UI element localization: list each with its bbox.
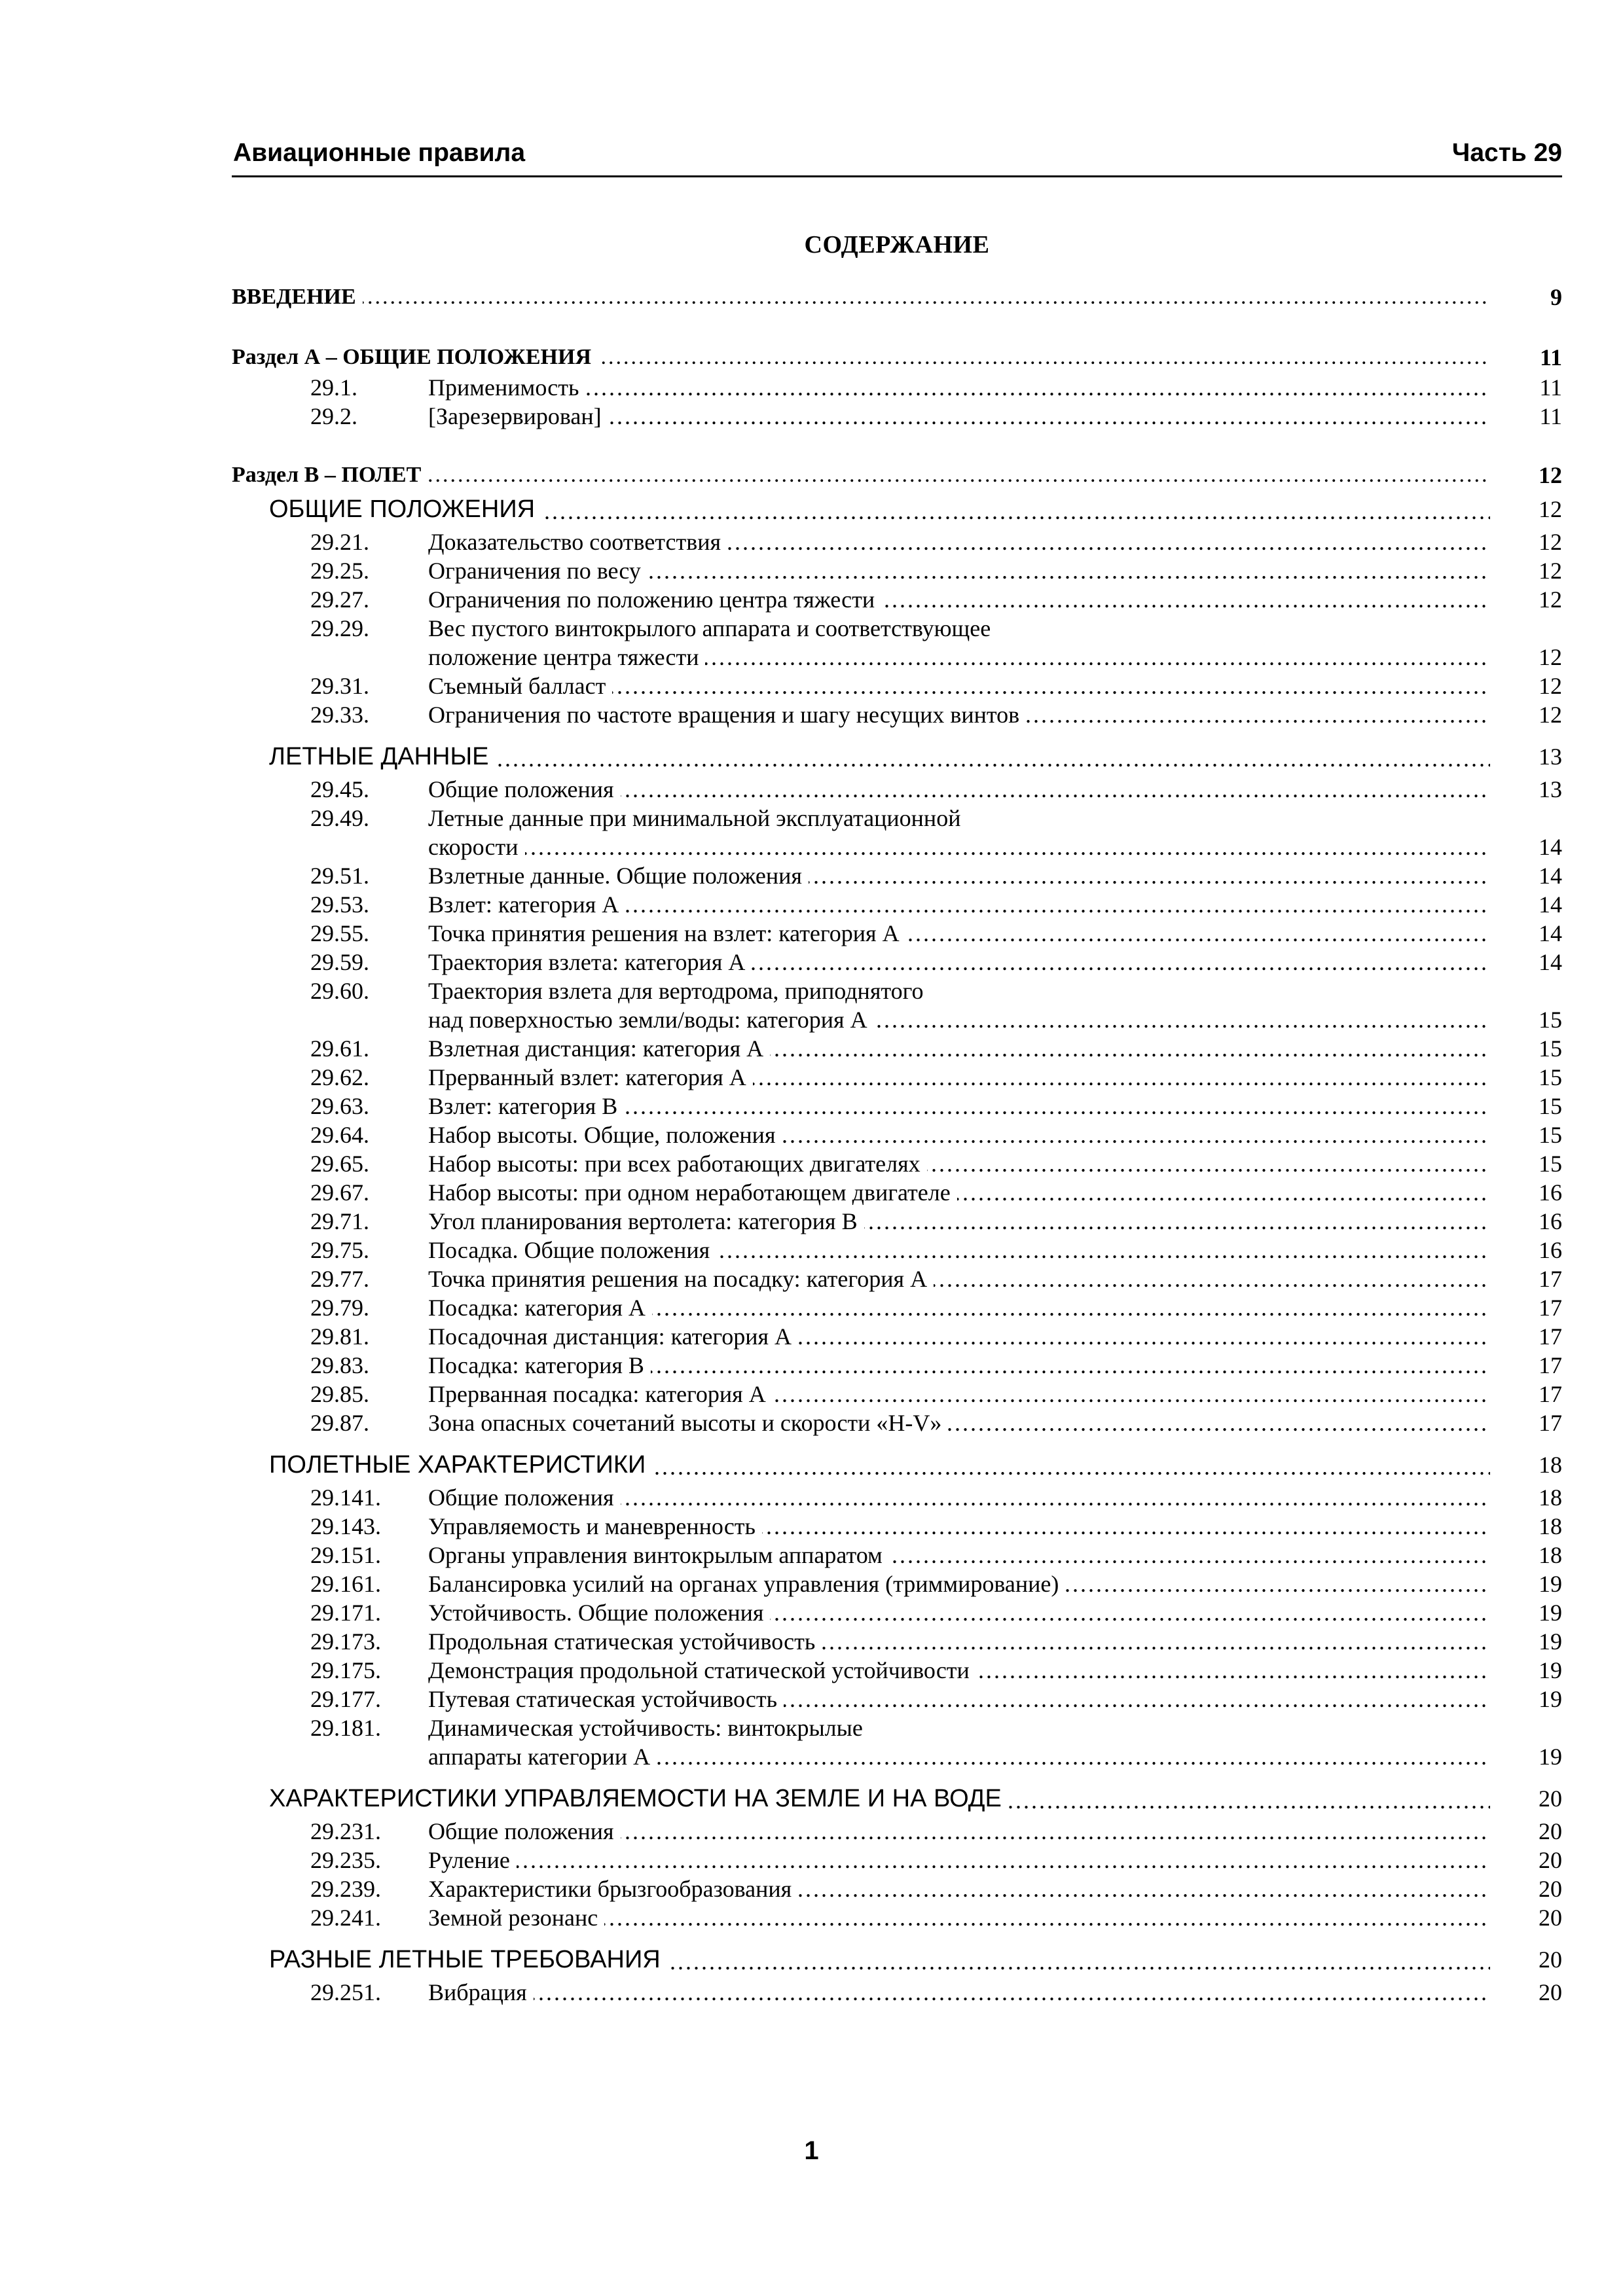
toc-entry-title: РАЗНЫЕ ЛЕТНЫЕ ТРЕБОВАНИЯ <box>269 1946 667 1973</box>
toc-page-number: 12 <box>1539 558 1562 584</box>
toc-page-number: 9 <box>1550 284 1562 310</box>
toc-title-leader <box>428 919 1490 948</box>
toc-entry-number: 29.53. <box>310 891 369 918</box>
toc-page-number: 20 <box>1539 1905 1562 1931</box>
toc-page-number: 12 <box>1539 644 1562 670</box>
toc-entry-title: Характеристики брызгообразования <box>428 1876 798 1902</box>
toc-page-number: 15 <box>1539 1151 1562 1177</box>
toc-title-leader <box>428 1121 1490 1149</box>
toc-entry-title: положение центра тяжести <box>428 644 705 670</box>
toc-entry-number: 29.27. <box>310 586 369 613</box>
toc-entry-row[interactable] <box>232 1351 1562 1380</box>
toc-entry-row[interactable] <box>232 1380 1562 1408</box>
toc-entry-title: Демонстрация продольной статической устойчивости <box>428 1657 976 1683</box>
toc-page-number: 15 <box>1539 1064 1562 1090</box>
toc-entry-title: Взлет: категория А <box>428 891 625 918</box>
toc-page-number: 14 <box>1539 949 1562 975</box>
toc-page-number: 12 <box>1539 702 1562 728</box>
toc-entry-row[interactable] <box>232 1483 1562 1512</box>
toc-entry-title: Продольная статическая устойчивость <box>428 1628 822 1655</box>
toc-entry-row[interactable] <box>232 1598 1562 1627</box>
toc-entry-title: Путевая статическая устойчивость <box>428 1686 784 1712</box>
toc-entry-title: Траектория взлета для вертодрома, приподнятого <box>428 978 930 1004</box>
header-part-number: Часть 29 <box>1451 139 1562 167</box>
toc-title-leader <box>428 890 1490 919</box>
toc-entry-title: Угол планирования вертолета: категория В <box>428 1208 864 1234</box>
toc-entry-number: 29.175. <box>310 1657 381 1683</box>
toc-title-leader <box>269 491 1490 528</box>
toc-title-leader <box>428 1598 1490 1627</box>
toc-entry-title: Общие положения <box>428 1818 621 1844</box>
toc-entry-title: ОБЩИЕ ПОЛОЖЕНИЯ <box>269 495 541 523</box>
toc-entry-number: 29.79. <box>310 1295 369 1321</box>
toc-entry-row[interactable] <box>232 1293 1562 1322</box>
toc-section-row[interactable] <box>232 459 1562 491</box>
toc-entry-number: 29.64. <box>310 1122 369 1148</box>
toc-title-leader <box>428 948 1490 977</box>
toc-group-row[interactable] <box>232 1446 1562 1483</box>
toc-entry-row[interactable] <box>232 528 1562 556</box>
toc-entry-number: 29.141. <box>310 1484 381 1511</box>
toc-entry-number: 29.75. <box>310 1237 369 1263</box>
toc-entry-title: Посадка: категория В <box>428 1352 651 1378</box>
toc-entry-number: 29.61. <box>310 1035 369 1062</box>
toc-entry-title: Раздел А – ОБЩИЕ ПОЛОЖЕНИЯ <box>232 345 598 369</box>
toc-page-number: 11 <box>1539 403 1562 429</box>
page-number: 1 <box>804 2136 819 2165</box>
toc-title-leader <box>428 1178 1490 1207</box>
toc-entry-row[interactable] <box>232 890 1562 919</box>
toc-title-leader <box>269 738 1490 775</box>
toc-title-leader <box>428 1034 1490 1063</box>
toc-entry-title: Ограничения по частоте вращения и шагу несущих винтов <box>428 702 1026 728</box>
toc-entry-title: Зона опасных сочетаний высоты и скорости «H-V» <box>428 1410 948 1436</box>
toc-page-number: 12 <box>1539 496 1562 522</box>
toc-entry-title: Земной резонанс <box>428 1905 604 1931</box>
toc-title-leader <box>428 556 1490 585</box>
toc-entry-title: Устойчивость. Общие положения <box>428 1600 770 1626</box>
toc-entry-row[interactable] <box>232 1978 1562 2007</box>
toc-entry-number: 29.71. <box>310 1208 369 1234</box>
toc-entry-title: Точка принятия решения на посадку: категория А <box>428 1266 934 1292</box>
toc-title-leader <box>428 1713 1490 1742</box>
toc-entry-title: Доказательство соответствия <box>428 529 727 555</box>
toc-entry-row[interactable] <box>232 1570 1562 1598</box>
toc-section-row[interactable] <box>232 342 1562 373</box>
toc-entry-row[interactable] <box>232 1408 1562 1437</box>
toc-title-leader <box>428 1236 1490 1265</box>
toc-entry-title: Взлет: категория В <box>428 1093 624 1119</box>
toc-title-leader <box>428 1293 1490 1322</box>
toc-title-leader <box>428 1149 1490 1178</box>
toc-entry-number: 29.60. <box>310 978 369 1004</box>
toc-entry-number: 29.59. <box>310 949 369 975</box>
toc-spacer <box>232 1771 1562 1780</box>
toc-entry-row[interactable] <box>232 1322 1562 1351</box>
toc-page-number: 20 <box>1539 1818 1562 1844</box>
toc-entry-title: Посадка. Общие положения <box>428 1237 716 1263</box>
toc-entry-row[interactable] <box>232 1121 1562 1149</box>
toc-title-leader <box>428 1207 1490 1236</box>
toc-entry-number: 29.31. <box>310 673 369 699</box>
toc-page-number: 12 <box>1539 529 1562 555</box>
toc-page-number: 20 <box>1539 1876 1562 1902</box>
toc-entry-row[interactable] <box>232 804 1562 833</box>
toc-spacer <box>232 313 1562 342</box>
toc-title-leader <box>428 528 1490 556</box>
toc-title-leader <box>428 1685 1490 1713</box>
toc-group-row[interactable] <box>232 1780 1562 1817</box>
toc-entry-row[interactable] <box>232 1846 1562 1874</box>
toc-entry-number: 29.63. <box>310 1093 369 1119</box>
toc-page-number: 18 <box>1539 1452 1562 1478</box>
toc-entry-title: Ограничения по положению центра тяжести <box>428 586 881 613</box>
toc-title-leader <box>428 1817 1490 1846</box>
toc-entry-row[interactable] <box>232 948 1562 977</box>
toc-entry-title: Взлетная дистанция: категория А <box>428 1035 770 1062</box>
toc-entry-row[interactable] <box>232 1092 1562 1121</box>
toc-group-row[interactable] <box>232 1941 1562 1978</box>
toc-entry-title: Набор высоты: при всех работающих двигателях <box>428 1151 927 1177</box>
toc-spacer <box>232 1932 1562 1941</box>
toc-entry-number: 29.25. <box>310 558 369 584</box>
toc-entry-number: 29.241. <box>310 1905 381 1931</box>
toc-entry-row[interactable] <box>232 700 1562 729</box>
toc-page-number: 14 <box>1539 891 1562 918</box>
toc-title-leader <box>428 1322 1490 1351</box>
toc-entry-title: Прерванная посадка: категория А <box>428 1381 773 1407</box>
toc-entry-row[interactable] <box>232 1874 1562 1903</box>
header-document-name: Авиационные правила <box>233 139 526 167</box>
toc-entry-title: Управляемость и маневренность <box>428 1513 762 1539</box>
toc-title-leader <box>428 1541 1490 1570</box>
toc-page-number: 16 <box>1539 1179 1562 1206</box>
toc-title-leader <box>428 1742 1490 1771</box>
toc-entry-row[interactable] <box>232 1005 1562 1034</box>
toc-entry-title: ХАРАКТЕРИСТИКИ УПРАВЛЯЕМОСТИ НА ЗЕМЛЕ И НА ВОДЕ <box>269 1785 1008 1812</box>
toc-entry-row[interactable] <box>232 1541 1562 1570</box>
toc-entry-number: 29.49. <box>310 805 369 831</box>
toc-title-leader <box>428 1483 1490 1512</box>
toc-entry-row[interactable] <box>232 1149 1562 1178</box>
toc-entry-number: 29.2. <box>310 403 357 429</box>
toc-page-number: 14 <box>1539 863 1562 889</box>
toc-entry-row[interactable] <box>232 1742 1562 1771</box>
toc-title-leader <box>428 1092 1490 1121</box>
toc-title-leader <box>428 1874 1490 1903</box>
toc-entry-title: Посадочная дистанция: категория А <box>428 1323 798 1350</box>
toc-entry-number: 29.45. <box>310 776 369 802</box>
toc-entry-number: 29.143. <box>310 1513 381 1539</box>
toc-entry-number: 29.87. <box>310 1410 369 1436</box>
toc-page-number: 19 <box>1539 1657 1562 1683</box>
toc-title-leader <box>428 585 1490 614</box>
toc-title-leader <box>428 1351 1490 1380</box>
toc-title-leader <box>232 342 1490 373</box>
toc-page-number: 20 <box>1539 1847 1562 1873</box>
toc-title-leader <box>269 1780 1490 1817</box>
toc-entry-row[interactable] <box>232 1903 1562 1932</box>
toc-page-number: 15 <box>1539 1035 1562 1062</box>
toc-entry-number: 29.83. <box>310 1352 369 1378</box>
toc-entry-title: Точка принятия решения на взлет: категория А <box>428 920 906 946</box>
toc-title-leader <box>428 861 1490 890</box>
toc-entry-row[interactable] <box>232 1656 1562 1685</box>
toc-title-leader <box>428 977 1490 1005</box>
toc-page-number: 19 <box>1539 1686 1562 1712</box>
toc-entry-title: Вибрация <box>428 1979 534 2005</box>
toc-entry-number: 29.62. <box>310 1064 369 1090</box>
toc-entry-title: Набор высоты. Общие, положения <box>428 1122 782 1148</box>
toc-entry-row[interactable] <box>232 1236 1562 1265</box>
toc-page-number: 15 <box>1539 1122 1562 1148</box>
toc-entry-title: Летные данные при минимальной эксплуатационной <box>428 805 967 831</box>
toc-title-leader <box>428 643 1490 672</box>
toc-entry-row[interactable] <box>232 1034 1562 1063</box>
toc-entry-row[interactable] <box>232 614 1562 643</box>
toc-page-number: 15 <box>1539 1007 1562 1033</box>
toc-entry-title: Общие положения <box>428 1484 621 1511</box>
toc-page-number: 16 <box>1539 1237 1562 1263</box>
toc-page-number: 19 <box>1539 1571 1562 1597</box>
toc-page-number: 20 <box>1539 1785 1562 1812</box>
toc-title-leader <box>428 1265 1490 1293</box>
toc-page-number: 13 <box>1539 776 1562 802</box>
toc-title-leader <box>428 1570 1490 1598</box>
toc-entry-number: 29.173. <box>310 1628 381 1655</box>
toc-entry-title: ПОЛЕТНЫЕ ХАРАКТЕРИСТИКИ <box>269 1451 652 1479</box>
toc-entry-number: 29.81. <box>310 1323 369 1350</box>
toc-entry-title: Раздел В – ПОЛЕТ <box>232 463 428 487</box>
toc-entry-title: Набор высоты: при одном неработающем двигателе <box>428 1179 957 1206</box>
running-header <box>232 136 1562 177</box>
toc-entry-title: ВВЕДЕНИЕ <box>232 285 363 309</box>
toc-entry-row[interactable] <box>232 1685 1562 1713</box>
toc-entry-title: Взлетные данные. Общие положения <box>428 863 809 889</box>
toc-title-leader <box>428 1656 1490 1685</box>
toc-entry-row[interactable] <box>232 977 1562 1005</box>
toc-page-number: 17 <box>1539 1352 1562 1378</box>
toc-entry-row[interactable] <box>232 672 1562 700</box>
toc-title-leader <box>428 373 1490 402</box>
toc-page-number: 17 <box>1539 1266 1562 1292</box>
toc-page-number: 18 <box>1539 1484 1562 1511</box>
toc-entry-row[interactable] <box>232 402 1562 431</box>
toc-entry-title: [Зарезервирован] <box>428 403 608 429</box>
toc-entry-row[interactable] <box>232 643 1562 672</box>
toc-entry-title: Динамическая устойчивость: винтокрылые <box>428 1715 869 1741</box>
toc-entry-title: Ограничения по весу <box>428 558 647 584</box>
toc-title-leader <box>428 1005 1490 1034</box>
toc-page-number: 17 <box>1539 1323 1562 1350</box>
toc-title-leader <box>428 775 1490 804</box>
toc-entry-title: Балансировка усилий на органах управления (триммирование) <box>428 1571 1065 1597</box>
toc-entry-number: 29.77. <box>310 1266 369 1292</box>
toc-entry-title: Общие положения <box>428 776 621 802</box>
toc-page-number: 18 <box>1539 1542 1562 1568</box>
toc-page-number: 11 <box>1539 374 1562 401</box>
toc-entry-row[interactable] <box>232 1627 1562 1656</box>
toc-page-number: 19 <box>1539 1744 1562 1770</box>
toc-title-leader <box>428 402 1490 431</box>
toc-entry-row[interactable] <box>232 1512 1562 1541</box>
toc-entry-number: 29.85. <box>310 1381 369 1407</box>
toc-entry-row[interactable] <box>232 775 1562 804</box>
toc-entry-number: 29.65. <box>310 1151 369 1177</box>
toc-page-number: 15 <box>1539 1093 1562 1119</box>
toc-title-leader <box>269 1446 1490 1483</box>
toc-entry-title: Органы управления винтокрылым аппаратом <box>428 1542 889 1568</box>
toc-page-number: 12 <box>1539 586 1562 613</box>
toc-entry-title: ЛЕТНЫЕ ДАННЫЕ <box>269 743 495 770</box>
toc-entry-row[interactable] <box>232 833 1562 861</box>
toc-entry-row[interactable] <box>232 373 1562 402</box>
toc-title-leader <box>428 1903 1490 1932</box>
toc-entry-number: 29.251. <box>310 1979 381 2005</box>
toc-page-number: 14 <box>1539 920 1562 946</box>
toc-entry-row[interactable] <box>232 1063 1562 1092</box>
toc-page-number: 18 <box>1539 1513 1562 1539</box>
toc-title-leader <box>428 1512 1490 1541</box>
toc-title-leader <box>428 1408 1490 1437</box>
toc-entry-row[interactable] <box>232 1178 1562 1207</box>
toc-entry-row[interactable] <box>232 1207 1562 1236</box>
toc-title-leader <box>428 700 1490 729</box>
toc-page-number: 12 <box>1539 462 1562 488</box>
toc-entry-number: 29.231. <box>310 1818 381 1844</box>
toc-entry-row[interactable] <box>232 919 1562 948</box>
toc-page-number: 17 <box>1539 1295 1562 1321</box>
toc-entry-number: 29.239. <box>310 1876 381 1902</box>
toc-title-leader <box>428 804 1490 833</box>
toc-entry-number: 29.235. <box>310 1847 381 1873</box>
toc-title-leader <box>428 1978 1490 2007</box>
toc-entry-title: Руление <box>428 1847 517 1873</box>
toc-entry-number: 29.55. <box>310 920 369 946</box>
toc-title-leader <box>428 614 1490 643</box>
toc-entry-number: 29.29. <box>310 615 369 641</box>
toc-entry-number: 29.51. <box>310 863 369 889</box>
toc-group-row[interactable] <box>232 491 1562 528</box>
toc-spacer <box>232 431 1562 459</box>
toc-page-number: 19 <box>1539 1628 1562 1655</box>
toc-title-leader <box>428 672 1490 700</box>
toc-entry-title: скорости <box>428 834 525 860</box>
toc-spacer <box>232 729 1562 738</box>
toc-title-leader <box>428 1380 1490 1408</box>
toc-entry-row[interactable] <box>232 1713 1562 1742</box>
toc-entry-title: Прерванный взлет: категория А <box>428 1064 753 1090</box>
toc-section-row[interactable] <box>232 281 1562 313</box>
toc-entry-number: 29.181. <box>310 1715 381 1741</box>
toc-page-number: 13 <box>1539 744 1562 770</box>
toc-entry-row[interactable] <box>232 1817 1562 1846</box>
toc-spacer <box>232 1437 1562 1446</box>
toc-title-leader <box>269 1941 1490 1978</box>
toc-entry-row[interactable] <box>232 556 1562 585</box>
toc-entry-row[interactable] <box>232 861 1562 890</box>
toc-page-number: 16 <box>1539 1208 1562 1234</box>
toc-heading: СОДЕРЖАНИЕ <box>804 231 990 259</box>
toc-title-leader <box>428 1846 1490 1874</box>
toc-page-number: 19 <box>1539 1600 1562 1626</box>
toc-page-number: 17 <box>1539 1410 1562 1436</box>
toc-page-number: 17 <box>1539 1381 1562 1407</box>
toc-page-number: 20 <box>1539 1946 1562 1973</box>
toc-entry-row[interactable] <box>232 585 1562 614</box>
toc-entry-number: 29.171. <box>310 1600 381 1626</box>
toc-title-leader <box>232 459 1490 491</box>
toc-title-leader <box>428 833 1490 861</box>
toc-entry-number: 29.1. <box>310 374 357 401</box>
toc-entry-title: Траектория взлета: категория А <box>428 949 752 975</box>
toc-entry-title: над поверхностью земли/воды: категория А <box>428 1007 874 1033</box>
toc-entry-number: 29.177. <box>310 1686 381 1712</box>
toc-page-number: 12 <box>1539 673 1562 699</box>
toc-entry-title: Применимость <box>428 374 585 401</box>
toc-entry-number: 29.161. <box>310 1571 381 1597</box>
toc-entry-title: Посадка: категория А <box>428 1295 652 1321</box>
table-of-contents <box>232 281 1562 2007</box>
toc-entry-title: Вес пустого винтокрылого аппарата и соответствующее <box>428 615 997 641</box>
toc-entry-row[interactable] <box>232 1265 1562 1293</box>
toc-entry-title: аппараты категории А <box>428 1744 657 1770</box>
toc-entry-title: Съемный балласт <box>428 673 612 699</box>
toc-page-number: 14 <box>1539 834 1562 860</box>
toc-page-number: 11 <box>1539 344 1562 370</box>
toc-title-leader <box>232 281 1490 313</box>
toc-page-number: 20 <box>1539 1979 1562 2005</box>
toc-entry-number: 29.21. <box>310 529 369 555</box>
toc-entry-number: 29.67. <box>310 1179 369 1206</box>
toc-title-leader <box>428 1627 1490 1656</box>
toc-entry-number: 29.151. <box>310 1542 381 1568</box>
toc-entry-number: 29.33. <box>310 702 369 728</box>
toc-group-row[interactable] <box>232 738 1562 775</box>
toc-title-leader <box>428 1063 1490 1092</box>
